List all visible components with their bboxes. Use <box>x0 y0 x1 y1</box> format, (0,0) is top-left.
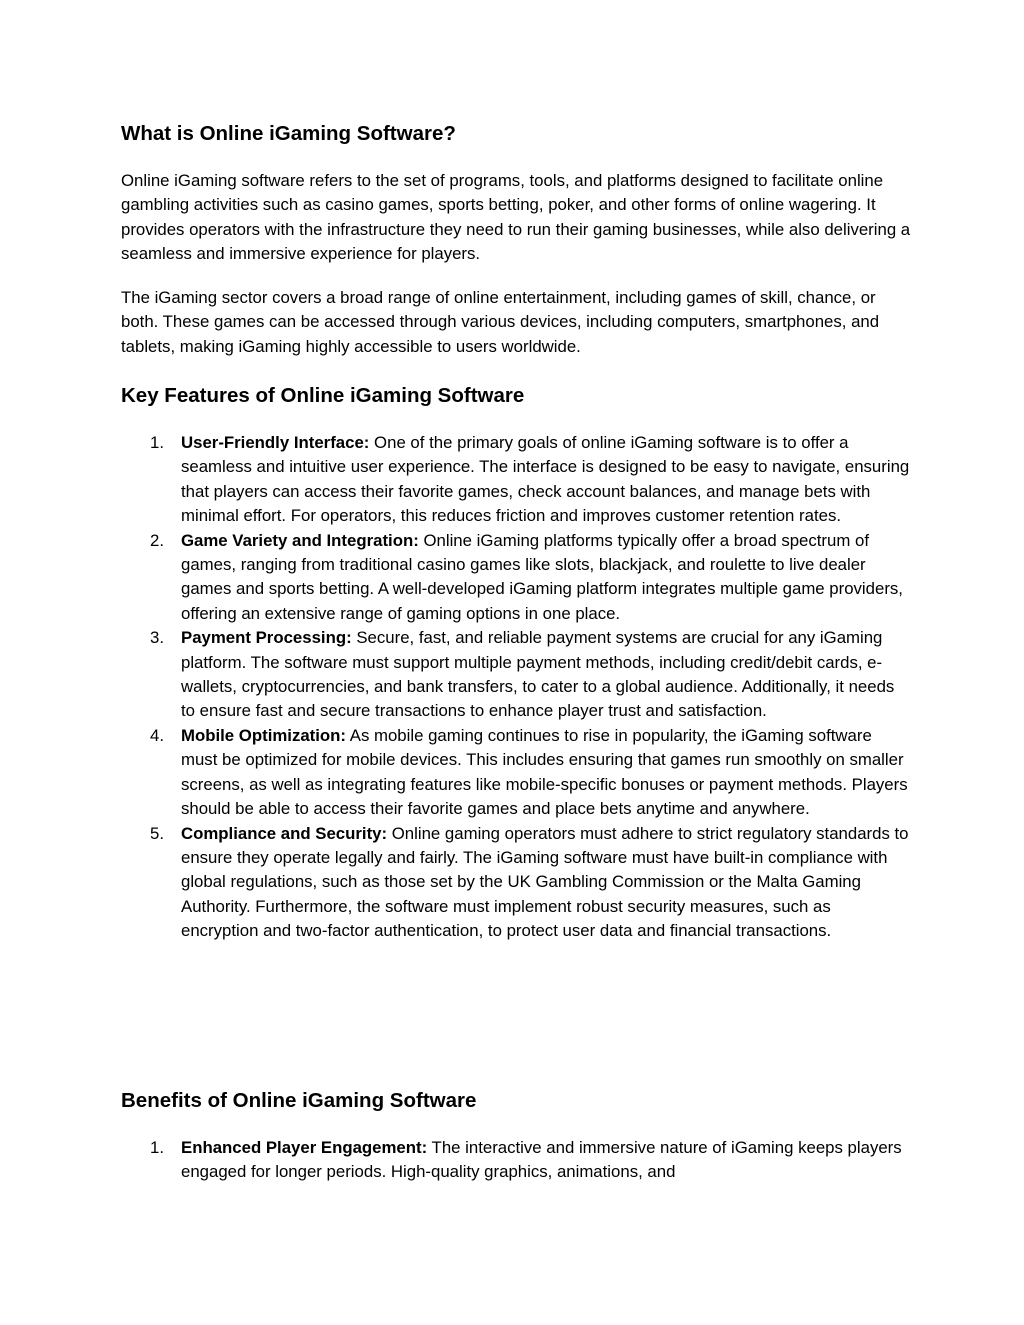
list-item-title: Enhanced Player Engagement: <box>181 1138 428 1157</box>
list-item <box>121 822 911 944</box>
list-item-text: The interactive and immersive nature of iGaming keeps players engaged for longer periods. High-quality graphics, animations, and <box>181 1138 902 1182</box>
list-number: 1. <box>150 1138 164 1157</box>
list-item-title: Payment Processing: <box>181 628 352 648</box>
list-item-text: One of the primary goals of online iGaming software is to offer a seamless and intuitive user experience. The interface is designed to be easy to navigate, ensuring that players can access their favorite games, check account balances, and manage bets with minimal effort. For operators, this reduces friction and improves customer retention rates. <box>181 433 910 526</box>
list-item-title: Mobile Optimization: <box>181 725 347 745</box>
list-item <box>121 1136 911 1185</box>
list-number: 3. <box>150 628 164 648</box>
list-item <box>121 626 911 724</box>
list-item-text: Online gaming operators must adhere to strict regulatory standards to ensure they operate legally and fairly. The iGaming software must have built-in compliance with global regulations, such as those set by the UK Gambling Commission or the Malta Gaming Authority. Furthermore, the software must implement robust security measures, such as encryption and two-factor authentication, to protect user data and financial transactions. <box>181 823 909 941</box>
paragraph-sector: The iGaming sector covers a broad range of online entertainment, including games of skill, chance, or both. These games can be accessed through various devices, including computers, smartphones, and tablets, making iGaming highly accessible to users worldwide. <box>121 288 880 356</box>
section-heading-what-is: What is Online iGaming Software? <box>121 122 456 145</box>
list-item <box>121 724 911 822</box>
list-number: 1. <box>150 433 164 452</box>
list-number: 4. <box>150 725 164 745</box>
list-number: 2. <box>150 530 164 550</box>
list-item <box>121 529 911 627</box>
list-item-title: Compliance and Security: <box>181 823 388 843</box>
list-item <box>121 431 911 529</box>
list-item-title: Game Variety and Integration: <box>181 530 419 550</box>
list-item-text: As mobile gaming continues to rise in popularity, the iGaming software must be optimized for mobile devices. This includes ensuring that games run smoothly on smaller screens, as well as integrating features like mobile-specific bonuses or payment methods. Players should be able to access their favorite games and place bets anytime and anywhere. <box>181 725 908 819</box>
list-item-text: Secure, fast, and reliable payment systems are crucial for any iGaming platform. The software must support multiple payment methods, including credit/debit cards, e-wallets, cryptocurrencies, and bank transfers, to cater to a global audience. Additionally, it needs to ensure fast and secure transactions to enhance player trust and satisfaction. <box>181 628 895 721</box>
section-heading-benefits: Benefits of Online iGaming Software <box>121 1089 477 1112</box>
list-number: 5. <box>150 823 164 843</box>
key-features-list <box>121 431 911 944</box>
list-item-title: User-Friendly Interface: <box>181 433 370 452</box>
section-heading-key-features: Key Features of Online iGaming Software <box>121 384 525 407</box>
paragraph-definition: Online iGaming software refers to the set of programs, tools, and platforms designed to facilitate online gambling activities such as casino games, sports betting, poker, and other forms of online wagering. It provides operators with the infrastructure they need to run their gaming businesses, while also delivering a seamless and immersive experience for players. <box>121 171 911 264</box>
list-item-text: Online iGaming platforms typically offer a broad spectrum of games, ranging from traditional casino games like slots, blackjack, and roulette to live dealer games and sports betting. A well-developed iGaming platform integrates multiple game providers, offering an extensive range of gaming options in one place. <box>181 530 903 623</box>
benefits-list <box>121 1136 911 1185</box>
